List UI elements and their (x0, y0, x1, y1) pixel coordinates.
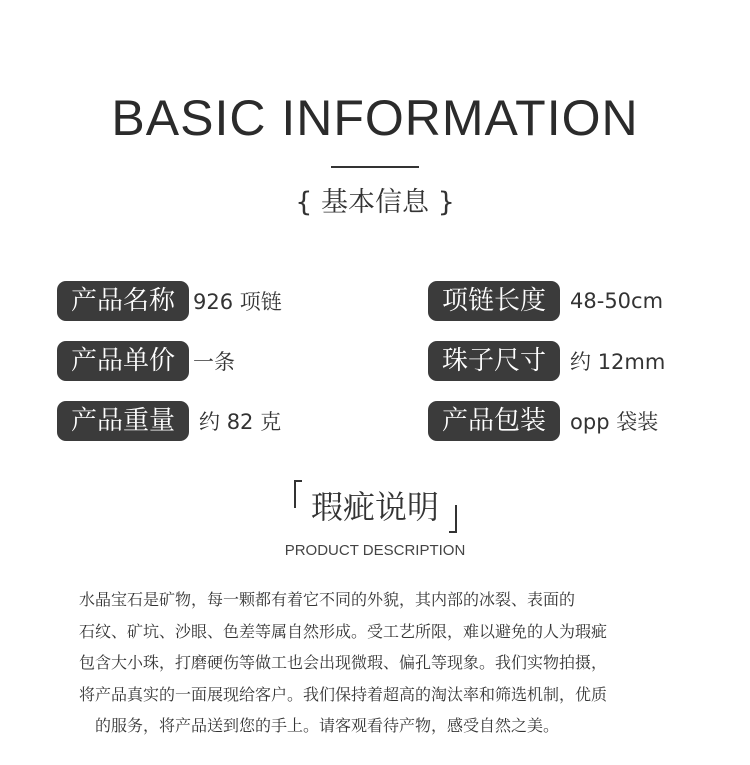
spec-value: 约 82 克 (199, 410, 282, 434)
description-line: 将产品真实的一面展现给客户。我们保持着超高的淘汰率和筛选机制，优质 (79, 684, 608, 704)
section-subtitle: { 基本信息 } (295, 187, 455, 218)
flaw-section-subtitle: PRODUCT DESCRIPTION (284, 542, 466, 559)
spec-bead-size (428, 341, 665, 381)
spec-label: 产品名称 (57, 281, 189, 321)
title-divider (331, 166, 419, 168)
spec-label: 珠子尺寸 (428, 341, 560, 381)
flaw-description (79, 584, 679, 742)
spec-label: 产品重量 (57, 401, 189, 441)
flaw-section-title: 瑕疵说明 (310, 488, 439, 526)
spec-packaging (428, 401, 658, 441)
spec-value: 48-50cm (570, 289, 664, 313)
spec-value: 926 项链 (193, 290, 282, 314)
spec-necklace-length (428, 281, 663, 321)
description-line: 石纹、矿坑、沙眼、色差等属自然形成。受工艺所限，难以避免的人为瑕疵 (79, 621, 608, 641)
description-line: 的服务，将产品送到您的手上。请客观看待产物，感受自然之美。 (95, 716, 560, 735)
spec-label: 项链长度 (428, 281, 560, 321)
spec-weight (57, 401, 281, 441)
bracket-right-decoration (449, 505, 457, 533)
spec-unit-price (57, 341, 235, 381)
spec-value: opp 袋装 (570, 410, 659, 434)
description-line: 水晶宝石是矿物，每一颗都有着它不同的外貌，其内部的冰裂、表面的 (79, 590, 576, 609)
description-line: 包含大小珠，打磨硬伤等做工也会出现微瑕、偏孔等现象。我们实物拍摄， (79, 653, 608, 672)
page-title: BASIC INFORMATION (111, 90, 639, 146)
spec-label: 产品单价 (57, 341, 189, 381)
spec-value: 一条 (193, 350, 236, 374)
spec-product-name (57, 281, 282, 321)
spec-label: 产品包装 (428, 401, 560, 441)
spec-value: 约 12mm (570, 350, 666, 374)
